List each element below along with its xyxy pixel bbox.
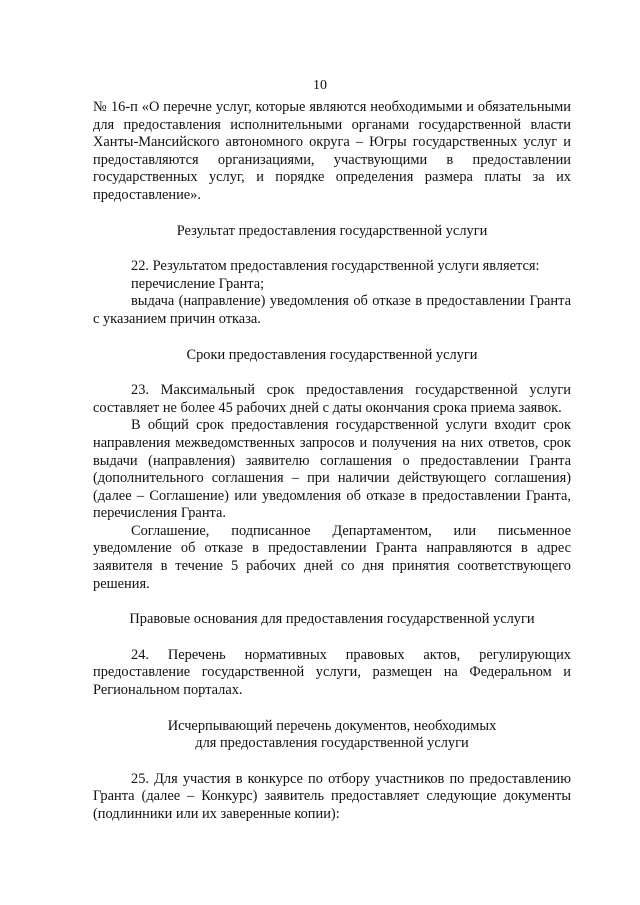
document-body bbox=[93, 99, 571, 824]
paragraph-25: 25. Для участия в конкурсе по отбору участников по предоставлению Гранта (далее – Конкурс) заявитель предоставляет следующие документы (подлинники или их заверенные копии): bbox=[93, 770, 571, 822]
heading-documents-line-2: для предоставления государственной услуги bbox=[195, 735, 469, 752]
heading-legal: Правовые основания для предоставления государственной услуги bbox=[129, 611, 535, 628]
paragraph-23-agreement: Соглашение, подписанное Департаментом, или письменное уведомление об отказе в предоставлении Гранта направляются в адрес заявителя в течение 5 рабочих дней со дня принятия соответствующего решения. bbox=[93, 522, 571, 592]
heading-result: Результат предоставления государственной услуги bbox=[176, 222, 488, 239]
paragraph-23-term: В общий срок предоставления государственной услуги входит срок направления межведомственных запросов и получения на них ответов, срок выдачи (направления) заявителю соглашения о предоставлении Гранта (дополнительного соглашения – при наличии действующего соглашения) (далее – Соглашение) или уведомления об отказе в предоставлении Гранта, перечисления Гранта. bbox=[93, 417, 571, 522]
paragraph-24: 24. Перечень нормативных правовых актов, регулирующих предоставление государственной услуги, размещен на Федеральном и Региональном порталах. bbox=[93, 646, 571, 699]
page-number: 10 bbox=[313, 78, 327, 93]
paragraph-22-item-1: перечисление Гранта; bbox=[131, 275, 265, 292]
paragraph-22: 22. Результатом предоставления государственной услуги является: bbox=[131, 258, 540, 275]
paragraph-23: 23. Максимальный срок предоставления государственной услуги составляет не более 45 рабочих дней с даты окончания срока приема заявок. bbox=[93, 382, 571, 416]
paragraph-22-item-2: выдача (направление) уведомления об отказе в предоставлении Гранта с указанием причин отказа. bbox=[93, 293, 571, 327]
heading-terms: Сроки предоставления государственной услуги bbox=[186, 346, 478, 363]
intro-paragraph: № 16-п «О перечне услуг, которые являются необходимыми и обязательными для предоставления исполнительными органами государственной власти Ханты-Мансийского автономного округа – Югры государственных услуг и предоставляются организациями, участвующими в предоставлении государственных услуг, и порядке определения размера платы за их предоставление». bbox=[93, 99, 571, 203]
heading-documents-line-1: Исчерпывающий перечень документов, необходимых bbox=[167, 717, 497, 734]
